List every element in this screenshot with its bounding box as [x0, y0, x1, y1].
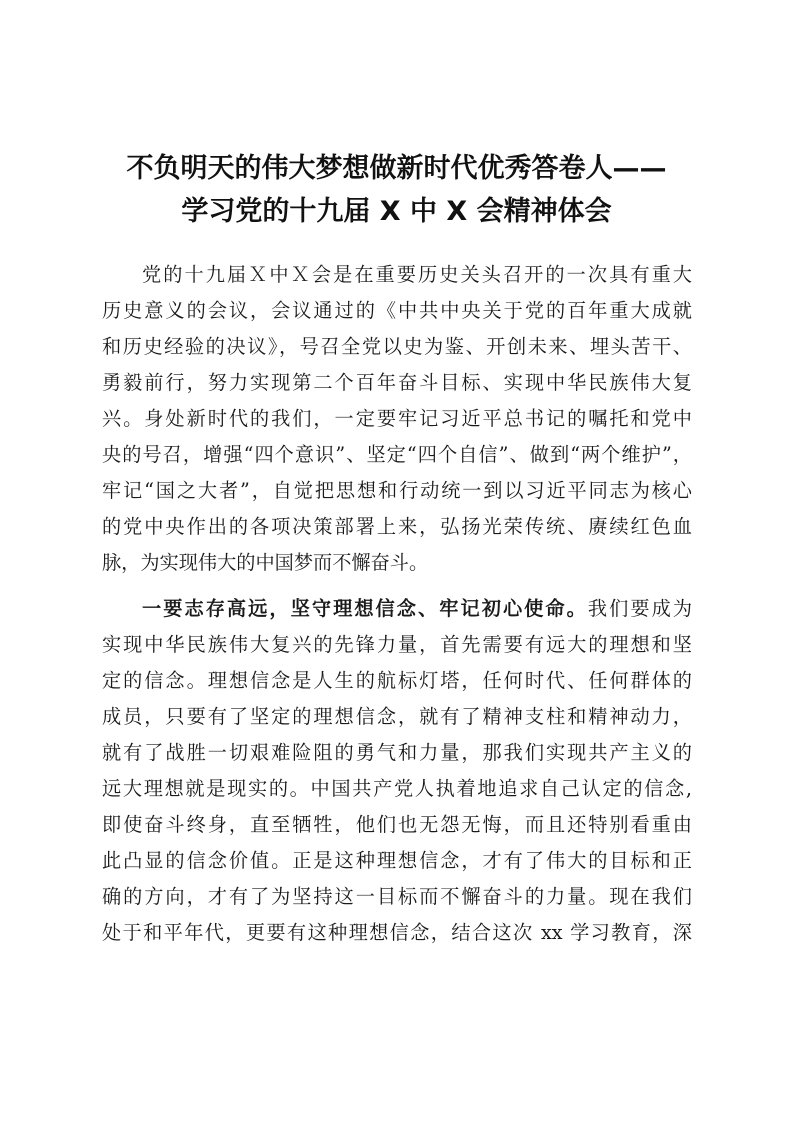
document-title-line-1: 不负明天的伟大梦想做新时代优秀答卷人—— — [126, 153, 667, 184]
paragraph-2-line: 定的信念。理想信念是人生的航标灯塔，任何时代、任何群体的 — [102, 669, 692, 692]
document-title-line-2: 学习党的十九届 X 中 X 会精神体会 — [181, 196, 612, 227]
paragraph-1-line: 兴。身处新时代的我们，一定要牢记习近平总书记的嘱托和党中 — [102, 407, 692, 430]
paragraph-2-line: 就有了战胜一切艰难险阻的勇气和力量，那我们实现共产主义的 — [102, 741, 692, 764]
paragraph-1-line: 脉，为实现伟大的中国梦而不懈奋斗。 — [102, 551, 429, 574]
paragraph-2-line: 此凸显的信念价值。正是这种理想信念，才有了伟大的目标和正 — [102, 849, 692, 872]
paragraph-2-heading: 一要志存高远，坚守理想信念、牢记初心使命。 — [142, 597, 588, 620]
paragraph-2-line: 处于和平年代，更要有这种理想信念，结合这次 xx 学习教育，深 — [102, 921, 692, 944]
paragraph-2-line: 即使奋斗终身，直至牺牲，他们也无怨无悔，而且还特别看重由 — [102, 813, 692, 836]
paragraph-2-line: 确的方向，才有了为坚持这一目标而不懈奋斗的力量。现在我们 — [102, 885, 692, 908]
paragraph-1-line: 央的号召，增强“四个意识”、坚定“四个自信”、做到“两个维护”， — [102, 443, 692, 466]
paragraph-2-line: 实现中华民族伟大复兴的先锋力量，首先需要有远大的理想和坚 — [102, 633, 692, 656]
paragraph-1-line: 党的十九届Ｘ中Ｘ会是在重要历史关头召开的一次具有重大 — [142, 263, 692, 286]
paragraph-2-line: 成员，只要有了坚定的理想信念，就有了精神支柱和精神动力， — [102, 705, 692, 728]
paragraph-2-first-line — [142, 591, 692, 627]
paragraph-1-line: 牢记“国之大者”，自觉把思想和行动统一到以习近平同志为核心 — [102, 479, 692, 502]
paragraph-1-line: 历史意义的会议，会议通过的《中共中央关于党的百年重大成就 — [102, 299, 692, 322]
paragraph-2-line: 远大理想就是现实的。中国共产党人执着地追求自己认定的信念, — [102, 777, 692, 800]
paragraph-1-line: 的党中央作出的各项决策部署上来，弘扬光荣传统、赓续红色血 — [102, 515, 692, 538]
paragraph-1-line: 和历史经验的决议》，号召全党以史为鉴、开创未来、埋头苦干、 — [102, 335, 692, 358]
paragraph-2-first-rest: 我们要成为 — [587, 597, 693, 620]
paragraph-1-line: 勇毅前行，努力实现第二个百年奋斗目标、实现中华民族伟大复 — [102, 371, 692, 394]
